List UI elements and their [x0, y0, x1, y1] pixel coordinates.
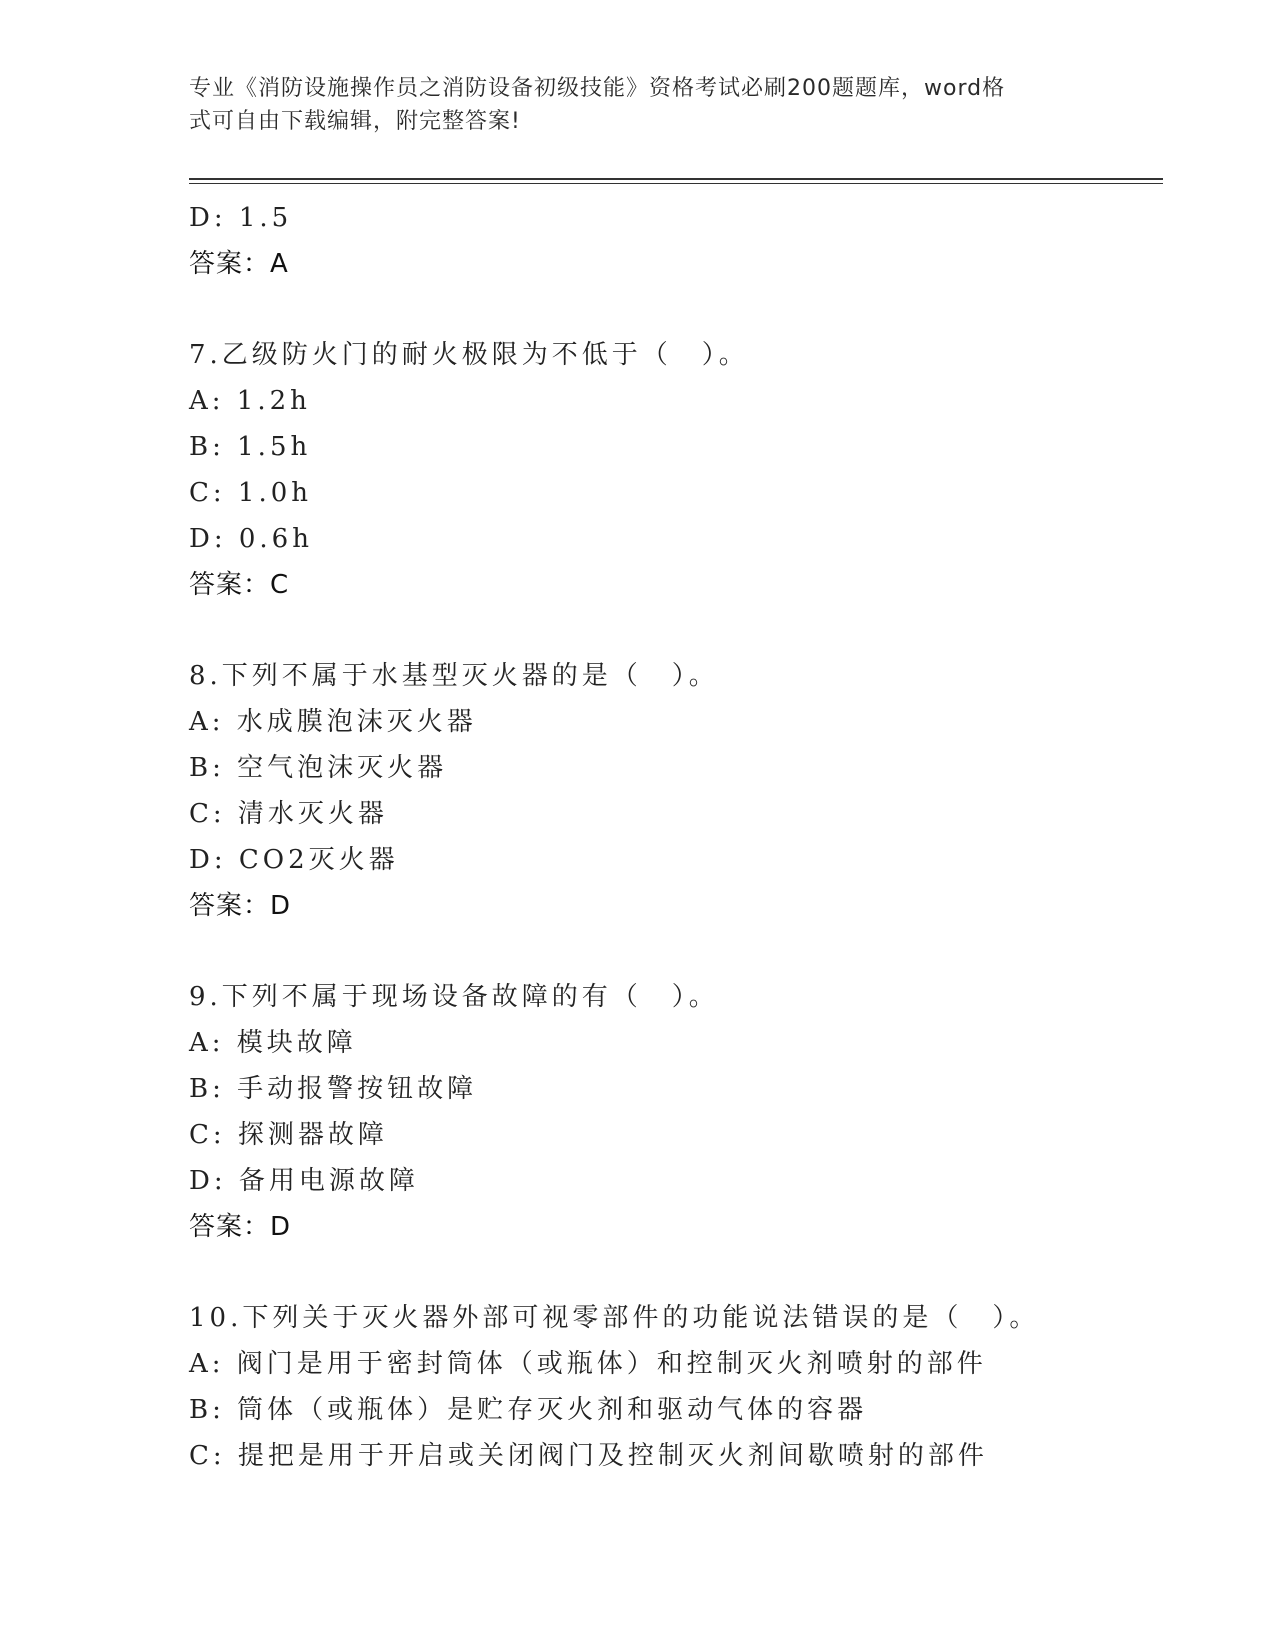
answer: 答案：D: [189, 1212, 292, 1242]
answer: 答案：D: [189, 891, 292, 921]
option-d: D: 0.6h: [189, 524, 313, 554]
option-d: D: 备用电源故障: [189, 1166, 419, 1196]
header-divider-thick: [189, 178, 1163, 180]
option-a: A: 阀门是用于密封筒体（或瓶体）和控制灭火剂喷射的部件: [189, 1349, 987, 1379]
document-header: [189, 72, 1089, 138]
spacer: [189, 287, 1163, 332]
option-a: A: 1.2h: [189, 386, 311, 416]
spacer: [189, 608, 1163, 653]
previous-answer: 答案：A: [189, 249, 289, 279]
question-10: [189, 1295, 1163, 1479]
option-c: C: 提把是用于开启或关闭阀门及控制灭火剂间歇喷射的部件: [189, 1441, 988, 1471]
header-divider-thin: [189, 183, 1163, 184]
option-c: C: 探测器故障: [189, 1120, 388, 1150]
previous-option-d: D: 1.5: [189, 203, 293, 233]
question-content: [189, 195, 1163, 1479]
option-a: A: 水成膜泡沫灭火器: [189, 707, 477, 737]
option-c: C: 清水灭火器: [189, 799, 388, 829]
option-b: B: 空气泡沫灭火器: [189, 753, 448, 783]
header-title-line-1: 专业《消防设施操作员之消防设备初级技能》资格考试必刷200题题库，word格: [189, 76, 1006, 101]
option-a: A: 模块故障: [189, 1028, 357, 1058]
question-8: [189, 653, 1163, 929]
option-d: D: CO2灭火器: [189, 845, 399, 875]
option-b: B: 1.5h: [189, 432, 312, 462]
question-7: [189, 332, 1163, 608]
option-b: B: 筒体（或瓶体）是贮存灭火剂和驱动气体的容器: [189, 1395, 868, 1425]
question-stem: 9.下列不属于现场设备故障的有（ ）。: [189, 982, 719, 1012]
spacer: [189, 1250, 1163, 1295]
option-b: B: 手动报警按钮故障: [189, 1074, 478, 1104]
question-9: [189, 974, 1163, 1250]
question-stem: 8.下列不属于水基型灭火器的是（ ）。: [189, 661, 719, 691]
header-title-line-2: 式可自由下载编辑，附完整答案!: [189, 109, 521, 134]
option-c: C: 1.0h: [189, 478, 313, 508]
spacer: [189, 929, 1163, 974]
question-stem: 7.乙级防火门的耐火极限为不低于（ ）。: [189, 340, 749, 370]
answer: 答案：C: [189, 570, 290, 600]
question-stem: 10.下列关于灭火器外部可视零部件的功能说法错误的是（ ）。: [189, 1303, 1040, 1333]
